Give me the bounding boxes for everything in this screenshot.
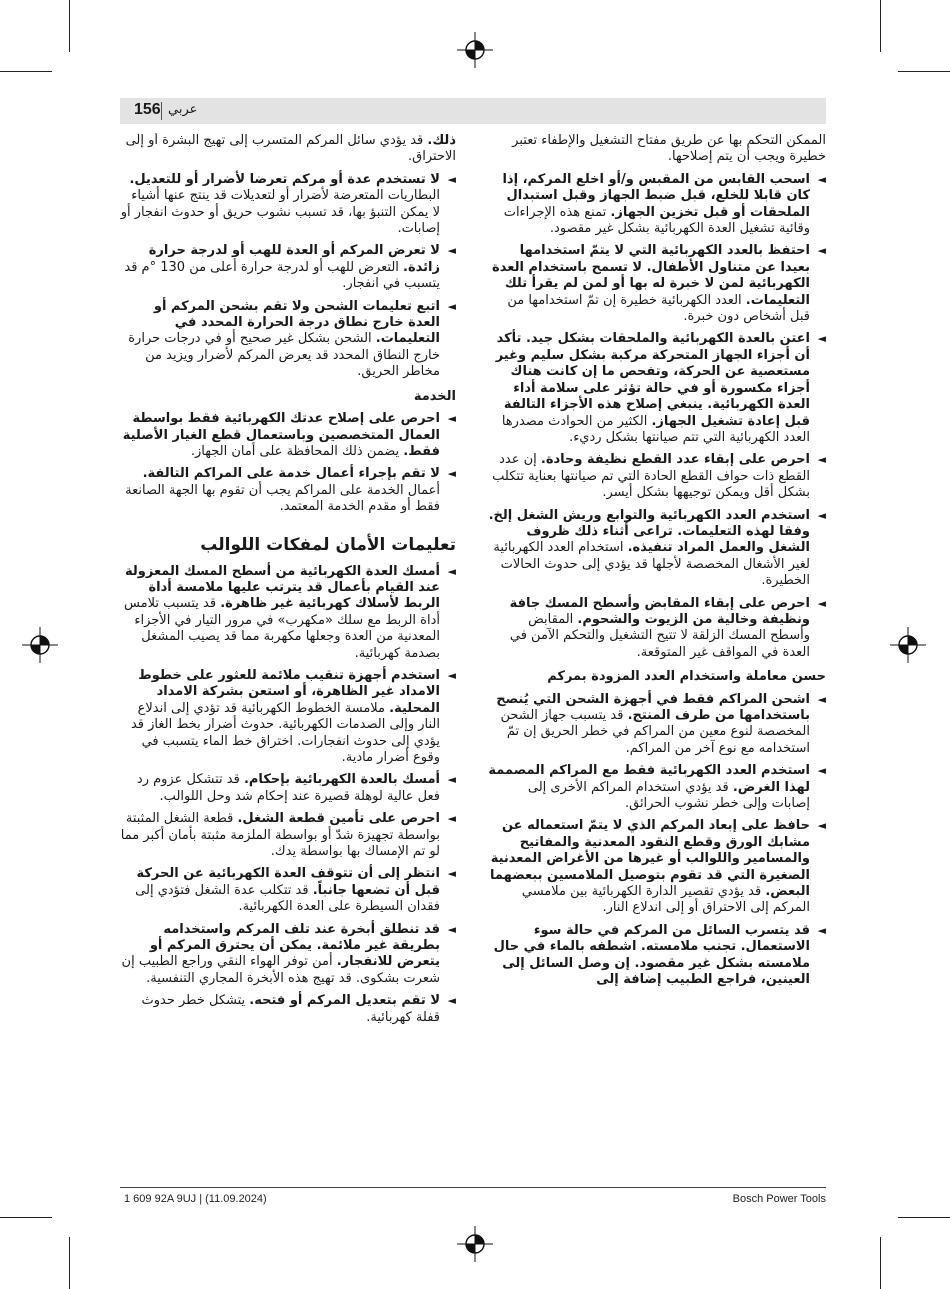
safety-instruction [488, 172, 826, 238]
instruction-emphasis: ذلك. [427, 133, 456, 148]
instruction-emphasis: احرص على إبقاء عدد القطع نظيفة وحادة. [540, 452, 810, 468]
crop-mark [898, 1217, 950, 1218]
bullet-arrow-icon: ◄ [447, 867, 456, 881]
section-title: تعليمات الأمان لمفكات اللوالب [200, 534, 456, 555]
safety-instruction [488, 763, 826, 812]
instruction-emphasis: لا تعرض المركم أو العدة للهب أو لدرجة حرارة زائدة. [148, 243, 440, 275]
header-divider [161, 102, 162, 120]
safety-instruction [488, 508, 826, 590]
instruction-text: العدد الكهربائية خطيرة إن تمّ استخدامها من قبل أشخاص دون خبرة. [507, 292, 810, 325]
safety-instruction [120, 243, 456, 292]
safety-instruction [120, 411, 456, 460]
crop-mark [69, 1237, 70, 1289]
registration-mark-icon [888, 625, 928, 665]
instruction-emphasis: احرص على تأمين قطعة الشغل. [237, 811, 440, 827]
crop-mark [0, 1217, 52, 1218]
crop-mark [0, 71, 52, 72]
bullet-arrow-icon: ◄ [447, 467, 456, 481]
footer-rule [120, 1187, 826, 1188]
bullet-arrow-icon: ◄ [817, 692, 826, 706]
bullet-arrow-icon: ◄ [447, 412, 456, 426]
bullet-arrow-icon: ◄ [447, 244, 456, 258]
instruction-text: ملامسة الخطوط الكهربائية قد تؤدي إلى اندلاع النار وإلى الصدمات الكهربائية. حدوث أضرار بخط الغاز قد يؤدي إلى حدوث انفجارات. اختراق خط الماء يتسبب في وقوع أضرار مادية. [130, 700, 440, 765]
crop-mark [880, 0, 881, 52]
instruction-text: يضمن ذلك المحافظة على أمان الجهاز. [190, 443, 404, 459]
crop-mark [898, 71, 950, 72]
instruction-text: قد تتشكل عزوم رد فعل عالية لوهلة قصيرة عند إحكام شد وحل اللوالب. [136, 772, 440, 804]
document-code: 1 609 92A 9UJ | (11.09.2024) [124, 1193, 267, 1205]
bullet-arrow-icon: ◄ [447, 812, 456, 826]
instruction-emphasis: قد تنطلق أبخرة عند تلف المركم واستخدامه بطريقة غير ملائمة. يمكن أن يحترق المركم أو يتعرض للانفجار. [149, 921, 440, 970]
instruction-emphasis: احتفظ بالعدد الكهربائية التي لا يتمّ استخدامها بعيدا عن متناول الأطفال. لا تسمح باستخدام العدة الكهربائية لمن لا خبرة له بها أو لمن لم يقرأ تلك التعليمات. [492, 243, 810, 308]
bullet-arrow-icon: ◄ [447, 299, 456, 313]
instruction-text: أعمال الخدمة على المراكم يجب أن تقوم بها الجهة الصانعة فقط أو مقدم الخدمة المعتمد. [125, 482, 440, 515]
instruction-emphasis: استخدم العدد الكهربائية والتوابع وريش الشغل إلخ. وفقا لهذه التعليمات. تراعى أثناء ذلك ظروف الشغل والعمل المراد تنفيذه. [488, 507, 810, 556]
instruction-text: تمنع هذه الإجراءات وقائية تشغيل العدة الكهربائية بشكل غير مقصود. [503, 204, 810, 237]
instruction-text: الكثير من الحوادث مصدرها العدد الكهربائية التي تتم صيانتها بشكل رديء. [501, 413, 810, 445]
instruction-text: قد يتسبب جهاز الشحن المخصصة لنوع معين من المراكم في خطر الحريق إن تمّ استخدامه مع نوع آخر من المراكم. [500, 708, 810, 756]
safety-instruction [488, 331, 826, 446]
instruction-text: التعرض للهب أو لدرجة حرارة أعلى من 130 °م قد يتسبب في انفجار. [124, 259, 440, 292]
instruction-emphasis: أمسك العدة الكهربائية من أسطح المسك المعزولة عند القيام بأعمال قد يترتب عليها ملامسة أداة الربط لأسلاك كهربائية غير ظاهرة. [125, 563, 440, 612]
crop-mark [880, 1237, 881, 1289]
safety-instruction [120, 466, 456, 515]
safety-instruction [120, 811, 456, 860]
bullet-arrow-icon: ◄ [447, 922, 456, 936]
instruction-emphasis: اتبع تعليمات الشحن ولا تقم بشحن المركم أو العدة خارج نطاق درجة الحرارة المحدد في التعليمات. [153, 298, 440, 347]
bullet-arrow-icon: ◄ [447, 773, 456, 787]
bullet-arrow-icon: ◄ [817, 923, 826, 937]
safety-instruction [120, 866, 456, 915]
instruction-text: البطاريات المتعرضة لأضرار أو لتعديلات قد ينتج عنها أشياء لا يمكن التنبؤ بها، قد تسبب نشوب حريق أو حدوث انفجار أو إصابات. [120, 188, 440, 237]
instruction-text: قطعة الشغل المثبتة بواسطة تجهيزة شدّ أو بواسطة الملزمة مثبتة بأمان أكبر مما لو تم الإمساك بها بواسطة يدك. [120, 811, 440, 860]
instruction-text: الممكن التحكم بها عن طريق مفتاح التشغيل والإطفاء تعتبر خطيرة ويجب أن يتم إصلاحها. [512, 133, 826, 165]
instruction-emphasis: اعتن بالعدة الكهربائية والملحقات بشكل جيد. تأكد أن أجزاء الجهاز المتحركة مركبة بشكل سليم وغير مستعصية عن الحركة، وتفحص ما إن كانت هناك أجزاء مكسورة أو في حالة تؤثر على سلامة أداء العدة الكهربائية. ينبغي إصلاح هذه الأجزاء التالفة قبل إعادة تشغيل الجهاز. [495, 331, 810, 429]
language-label: عربي [168, 102, 198, 117]
safety-instruction [488, 923, 826, 989]
instruction-text: يتشكل خطر حدوث قفلة كهربائية. [141, 993, 440, 1025]
paragraph [488, 133, 826, 166]
safety-instruction [488, 818, 826, 916]
safety-instruction [120, 668, 456, 766]
instruction-text: قد يؤدي استخدام المراكم الأخرى إلى إصابات وإلى خطر نشوب الحرائق. [527, 779, 810, 812]
instruction-text: أمن توفر الهواء النقي وراجع الطبيب إن شعرت بشكوى. قد تهيج هذه الأبخرة المجاري التنفسية. [121, 954, 440, 986]
instruction-text: قد تتكلب عدة الشغل فتؤدي إلى فقدان السيطرة على العدة الكهربائية. [135, 882, 440, 915]
bullet-arrow-icon: ◄ [447, 668, 456, 682]
bullet-arrow-icon: ◄ [817, 764, 826, 778]
instruction-emphasis: لا تقم بتعديل المركم أو فتحه. [249, 993, 440, 1009]
safety-instruction [488, 243, 826, 325]
instruction-text: الشحن بشكل غير صحيح أو في درجات حرارة خارج النطاق المحدد قد يعرض المركم لأضرار ويزيد من مخاطر الحريق. [128, 331, 440, 380]
crop-mark [69, 0, 70, 52]
bullet-arrow-icon: ◄ [447, 564, 456, 578]
safety-instruction [120, 993, 456, 1026]
bullet-arrow-icon: ◄ [447, 172, 456, 186]
instruction-emphasis: استخدم العدد الكهربائية فقط مع المراكم المصممة لهذا الغرض. [488, 763, 810, 795]
safety-instruction [120, 772, 456, 805]
instruction-emphasis: انتظر إلى أن تتوقف العدة الكهربائية عن الحركة قبل أن تضعها جانباً. [136, 866, 440, 898]
section-subheading: حسن معاملة واستخدام العدد المزودة بمركم [547, 669, 826, 685]
safety-instruction [120, 922, 456, 988]
bullet-arrow-icon: ◄ [817, 244, 826, 258]
instruction-text: قد يؤدي سائل المركم المتسرب إلى تهيج البشرة أو إلى الاحتراق. [125, 133, 456, 165]
safety-instruction [488, 452, 826, 501]
instruction-emphasis: قد يتسرب السائل من المركم في حالة سوء الاستعمال. تجنب ملامسته. اشطفه بالماء في حال ملامسته بشكل غير مقصود. إن وصل السائل إلى العينين، فراجع الطبيب إضافة إلى [493, 922, 810, 988]
registration-mark-icon [455, 30, 495, 70]
instruction-text: المقابض وأسطح المسك الزلقة لا تتيح التشغيل والتحكم الآمن في العدة في المواقف غير المتوقعة. [509, 611, 810, 660]
left-text-column [120, 133, 456, 1178]
registration-mark-icon [20, 625, 60, 665]
safety-instruction [120, 299, 456, 381]
instruction-emphasis: أمسك بالعدة الكهربائية بإحكام. [243, 772, 440, 788]
section-subheading: الخدمة [413, 388, 456, 404]
bullet-arrow-icon: ◄ [817, 453, 826, 467]
bullet-arrow-icon: ◄ [817, 332, 826, 346]
right-text-column [488, 133, 826, 1178]
safety-instruction [488, 596, 826, 662]
instruction-text: قد يؤدي تقصير الدارة الكهربائية بين ملامسي المركم إلى الاحتراق أو إلى اندلاع النار. [521, 884, 810, 916]
bullet-arrow-icon: ◄ [817, 172, 826, 186]
instruction-emphasis: احرص على إصلاح عدتك الكهربائية فقط بواسطة العمال المتخصصين وباستعمال قطع الغيار الأصلية فقط. [122, 411, 440, 459]
instruction-text: قد يتسبب تلامس أداة الربط مع سلك «مكهرب» في مرور التيار في الأجزاء المعدنية من العدة وجعلها مكهربة مما قد يصيب المشغل بصدمة كهربائية. [124, 596, 440, 661]
instruction-text: إن عدد القطع ذات حواف القطع الحادة التي تم صيانتها بعناية تتكلب بشكل أقل ويمكن توجيهها بشكل أيسر. [492, 452, 810, 501]
bullet-arrow-icon: ◄ [817, 596, 826, 610]
safety-instruction [120, 172, 456, 238]
bullet-arrow-icon: ◄ [817, 508, 826, 522]
instruction-emphasis: استخدم أجهزة تنقيب ملائمة للعثور على خطوط الامداد غير الظاهرة، أو استعن بشركة الامداد المحلية. [138, 667, 440, 716]
bullet-arrow-icon: ◄ [447, 994, 456, 1008]
registration-mark-icon [455, 1224, 495, 1264]
safety-instruction [120, 564, 456, 662]
instruction-emphasis: لا تستخدم عدة أو مركم تعرضا لأضرار أو للتعديل. [129, 171, 440, 187]
instruction-emphasis: اشحن المراكم فقط في أجهزة الشحن التي يُنصح باستخدامها من طرف المنتج. [496, 691, 810, 723]
safety-instruction [488, 692, 826, 758]
instruction-emphasis: اسحب القابس من المقبس و/أو اخلع المركم، إذا كان قابلا للخلع، قبل ضبط الجهاز وقبل استبدال الملحقات أو قبل تخزين الجهاز. [502, 171, 810, 220]
page-header [120, 98, 826, 124]
instruction-emphasis: احرص على إبقاء المقابض وأسطح المسك جافة ونظيفة وخالية من الزيوت والشحوم. [509, 595, 810, 627]
instruction-emphasis: لا تقم بإجراء أعمال خدمة على المراكم التالفة. [142, 466, 440, 482]
page-number: 156 [134, 101, 161, 118]
paragraph [120, 133, 456, 166]
bullet-arrow-icon: ◄ [817, 819, 826, 833]
instruction-emphasis: حافظ على إبعاد المركم الذي لا يتمّ استعماله عن مشابك الورق وقطع النقود المعدنية والمفاتيح والمسامير واللوالب أو غيرها من الأغراض المعدنية الصغيرة التي قد تقوم بتوصيل الملامسين ببعضهما البعض. [490, 818, 810, 900]
brand-name: Bosch Power Tools [732, 1193, 826, 1205]
instruction-text: استخدام العدد الكهربائية لغير الأشغال المخصصة لأجلها قد يؤدي إلى حدوث الحالات الخطيرة. [493, 540, 810, 589]
